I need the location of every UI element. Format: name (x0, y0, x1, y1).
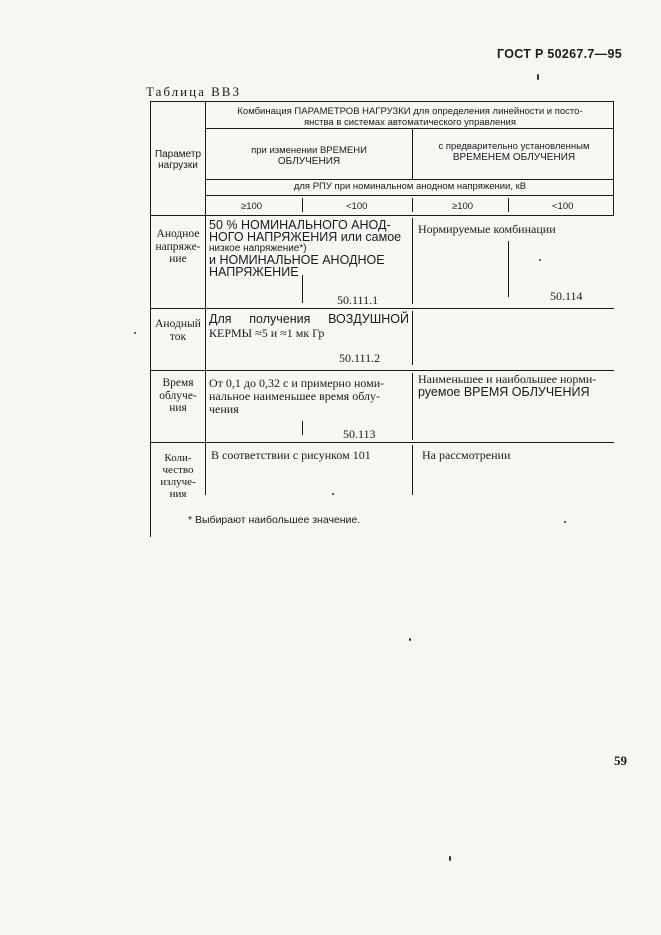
voltage-cols-line (205, 195, 614, 196)
row1-subdivider (508, 241, 509, 297)
scan-speck (409, 638, 411, 641)
row3-left-text: От 0,1 до 0,32 с и примерно номи- нальное наименьшее время облу- чения (209, 376, 385, 416)
page-number: 59 (614, 753, 627, 768)
table-top-border (150, 101, 614, 102)
voltage-col-1: ≥100 (241, 201, 263, 212)
voltage-divider-1 (302, 198, 303, 212)
voltage-divider-3 (508, 198, 509, 212)
row-label-radiation-amount: Коли- чество излуче- ния (160, 452, 196, 500)
row1-right-text: Нормируемые комбинации (418, 222, 556, 236)
row-label-anode-voltage: Анодное напряже- ние (155, 228, 201, 265)
table-caption: Таблица ВВ3 (146, 84, 241, 99)
col-preset-header: с предварительно установленным ВРЕМЕНЕМ ОБЛУЧЕНИЯ (438, 141, 590, 163)
voltage-col-3: ≥100 (452, 201, 474, 212)
table-right-border (613, 101, 614, 216)
scan-speck (332, 493, 334, 495)
voltage-col-2: <100 (346, 201, 368, 212)
voltage-header: для РПУ при номинальном анодном напряжении, кВ (293, 181, 527, 192)
combination-header-line (205, 128, 614, 129)
col-change-header: при изменении ВРЕМЕНИ ОБЛУЧЕНИЯ (251, 145, 367, 167)
parameter-table (146, 101, 616, 537)
row3-divider (412, 373, 413, 440)
row3-left-subdivider (302, 421, 303, 435)
row4-right-text: На рассмотрении (422, 448, 511, 462)
row-label-anode-current: Анодный ток (155, 318, 201, 343)
scan-speck (449, 856, 451, 861)
row1-left-text: 50 % НОМИНАЛЬНОГО АНОД- НОГО НАПРЯЖЕНИЯ или самое низкое напряжение*) и НОМИНАЛЬНОЕ АНОДНОЕ НАПРЯЖЕНИЕ (209, 218, 402, 279)
voltage-divider-2 (412, 198, 413, 212)
row4-divider (412, 445, 413, 495)
row2-left-text: Для получения ВОЗДУШНОЙ КЕРМЫ ≈5 и ≈1 мк Гр (209, 312, 409, 340)
row4-left-text: В соответствии с рисунком 101 (211, 448, 371, 462)
row3-left-ref: 50.113 (343, 427, 376, 441)
row1-left-ref: 50.111.1 (337, 293, 379, 307)
row2-divider (412, 311, 413, 365)
row-label-exposure-time: Время облуче- ния (159, 377, 197, 414)
row1-bottom-line (150, 308, 614, 309)
row2-left-ref: 50.111.2 (339, 351, 381, 365)
scan-speck (134, 332, 136, 334)
scan-speck (537, 74, 539, 80)
label-column-divider (205, 101, 206, 495)
row1-left-subdivider (302, 275, 303, 303)
mode-column-divider (412, 128, 413, 179)
standard-header: ГОСТ Р 50267.7—95 (497, 47, 622, 61)
row1-divider (412, 218, 413, 304)
param-header: Параметр нагрузки (154, 149, 202, 171)
header-bottom-line (150, 215, 614, 216)
row3-right-text: Наименьшее и наибольшее норми- руемое ВРЕМЯ ОБЛУЧЕНИЯ (418, 372, 597, 399)
scan-speck (539, 259, 541, 261)
row1-right-ref: 50.114 (550, 289, 583, 303)
scan-speck (564, 521, 566, 523)
combination-header: Комбинация ПАРАМЕТРОВ НАГРУЗКИ для определения линейности и посто- янства в системах автоматического управления (237, 106, 583, 128)
voltage-col-4: <100 (552, 201, 574, 212)
row3-bottom-line (150, 442, 614, 443)
footnote: * Выбирают наибольшее значение. (188, 514, 361, 526)
